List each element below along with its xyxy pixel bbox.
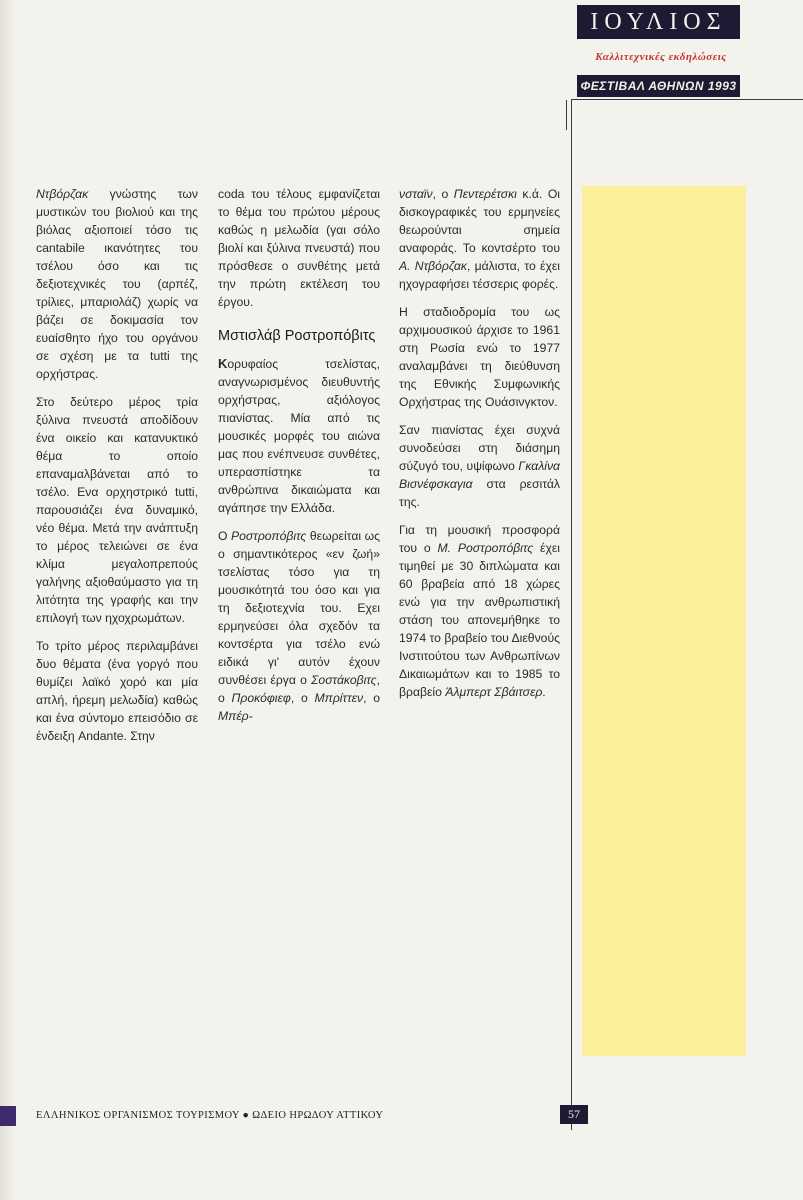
person-name: Μ. Ροστροπόβιτς (437, 541, 534, 555)
person-name: Σοστάκοβιτς (311, 673, 377, 687)
person-name: Γκαλίνα Βισνέφσκαγια (399, 459, 560, 491)
person-name: Προκόφιεφ (231, 691, 291, 705)
paragraph-text: γνώστης των μυστικών του βιολιού και της βιόλας αξιοποιεί τόσο τις cantabile ικανότητες του τσέλου όσο και τις δεξιοτεχνικές του (αρπέζ, τρίλιες, μπαριολάζ) χωρίς να βάζει σε δοκιμασία τον ευαίσθητο ήχο του οργάνου σε σχέση με τα tutti της ορχήστρας. (36, 187, 198, 381)
section-heading: Μστισλάβ Ροστροπόβιτς (218, 328, 376, 344)
person-name: Α. Ντβόρζακ (399, 259, 467, 273)
person-name: Ροστροπόβιτς (231, 529, 307, 543)
person-name: Μπρίττεν (314, 691, 364, 705)
paragraph (218, 527, 380, 725)
month-title: ΙΟΥΛΙΟΣ (577, 5, 740, 39)
composer-name: Ντβόρζακ (36, 187, 89, 201)
column-rule-short (566, 100, 567, 130)
festival-title: ΦΕΣΤΙΒΑΛ ΑΘΗΝΩΝ 1993 (577, 75, 740, 97)
text-span: κ.ά. Οι δισκογραφικές του ερμηνείες θεωρούνται σημεία αναφοράς. Το κοντσέρτο του (399, 187, 561, 255)
header-rule (571, 99, 803, 100)
column-rule (571, 100, 572, 1130)
text-span: . (542, 685, 546, 699)
person-name: Μπέρ- (218, 709, 253, 723)
person-name: νσταϊν (399, 187, 433, 201)
person-name: Πεντερέτσκι (453, 187, 517, 201)
paragraph: Το τρίτο μέρος περιλαμβάνει δυο θέματα (ένα γοργό που θυμίζει λαϊκό χορό και μία απλή, ήρεμη μελωδία) καθώς και ένα σύντομο επεισόδιο σε ένδειξη Andante. Στην (36, 639, 198, 743)
paragraph-text: ορυφαίος τσελίστας, αναγνωρισμένος διευθυντής ορχήστρας, αξιόλογος πιανίστας. Μία από τις μουσικές μορφές του αιώνα μας που ενέπνευσε συνθέτες, υπερασπίστηκε τα ανθρώπινα δικαιώματα και αγάπησε την Ελλάδα. (218, 357, 380, 515)
paragraph (399, 521, 560, 701)
text-span: , ο (363, 691, 380, 705)
page-number: 57 (560, 1105, 588, 1124)
paragraph (399, 421, 560, 511)
text-span: Σαν πιανίστας έχει συχνά συνοδεύσει στη διάσημη σύζυγό του, υψίφωνο (399, 423, 560, 473)
text-column-1 (36, 185, 198, 755)
text-span: Ο (218, 529, 232, 543)
paragraph: Στο δεύτερο μέρος τρία ξύλινα πνευστά αποδίδουν ένα οικείο και κατανυκτικό θέμα το οποίο επαναμαλβάνεται από το τσέλο. Ενα ορχηστρικό tutti, παρουσιάζει ένα δυναμικό, νέο θέμα. Μετά την ανάπτυξη το μέρος τελειώνει σε ένα κλίμα μεγαλοπρεπούς γαλήνης αξιοθαύμαστο για τη λιτότητα της γραφής και την επιλογή των ηχοχρωμάτων. (36, 395, 198, 625)
text-span: , μάλιστα, το έχει ηχογραφήσει τέσσερις φορές. (399, 259, 560, 291)
text-span: Για τη μουσική προσφορά του ο (399, 523, 560, 555)
text-span: , ο (432, 187, 454, 201)
paragraph (218, 355, 380, 517)
text-column-3 (399, 185, 560, 711)
binding-shadow (0, 0, 14, 1200)
text-span: θεωρείται ως ο σημαντικότερος «εν ζωή» τσελίστας τόσο για τη μουσικότητά του όσο και για τη δεξιοτεχνία του. Εχει ερμηνεύσει όλα σχεδόν τα κοντσέρτα για τσέλο ενώ ειδικά γι' αυτόν έχουν συνθέσει έργα ο (218, 529, 380, 687)
yellow-sidebar-panel (582, 186, 746, 1056)
text-span: έχει τιμηθεί με 30 διπλώματα και 60 βραβεία από 18 χώρες ενώ για την ανθρωπιστική στάση του απονεμήθηκε το 1974 το βραβείο του Διεθνούς Ινστιτούτου των Ανθρωπίνων Δικαιωμάτων και το 1985 το βραβείο (399, 541, 560, 699)
paragraph: coda του τέλους εμφανίζεται το θέμα του πρώτου μέρους καθώς η μελωδία (γαι σόλο βιολί και ξύλινα πνευστά) που πρόσθεσε ο συνθέτης μετά την πρώτη εκτέλεση του έργου. (218, 187, 380, 309)
paragraph (399, 185, 560, 293)
footer-organization: ΕΛΛΗΝΙΚΟΣ ΟΡΓΑΝΙΣΜΟΣ ΤΟΥΡΙΣΜΟΥ ● ΩΔΕΙΟ ΗΡΩΔΟΥ ΑΤΤΙΚΟΥ (36, 1110, 384, 1121)
paragraph (36, 185, 198, 383)
person-name: Άλμπερτ Σβάιτσερ (445, 685, 543, 699)
text-span: , ο (218, 673, 380, 705)
text-column-2 (218, 185, 380, 735)
footer-accent-bar (0, 1106, 16, 1126)
events-label: Καλλιτεχνικές εκδηλώσεις (595, 51, 727, 63)
text-span: , ο (290, 691, 315, 705)
text-span: στα ρεσιτάλ της. (399, 477, 560, 509)
drop-cap: Κ (218, 356, 228, 371)
paragraph: Η σταδιοδρομία του ως αρχιμουσικού άρχισε το 1961 στη Ρωσία ενώ το 1977 αναλαμβάνει τη διεύθυνση της Εθνικής Συμφωνικής Ορχήστρας της Ουάσινγκτον. (399, 305, 560, 409)
